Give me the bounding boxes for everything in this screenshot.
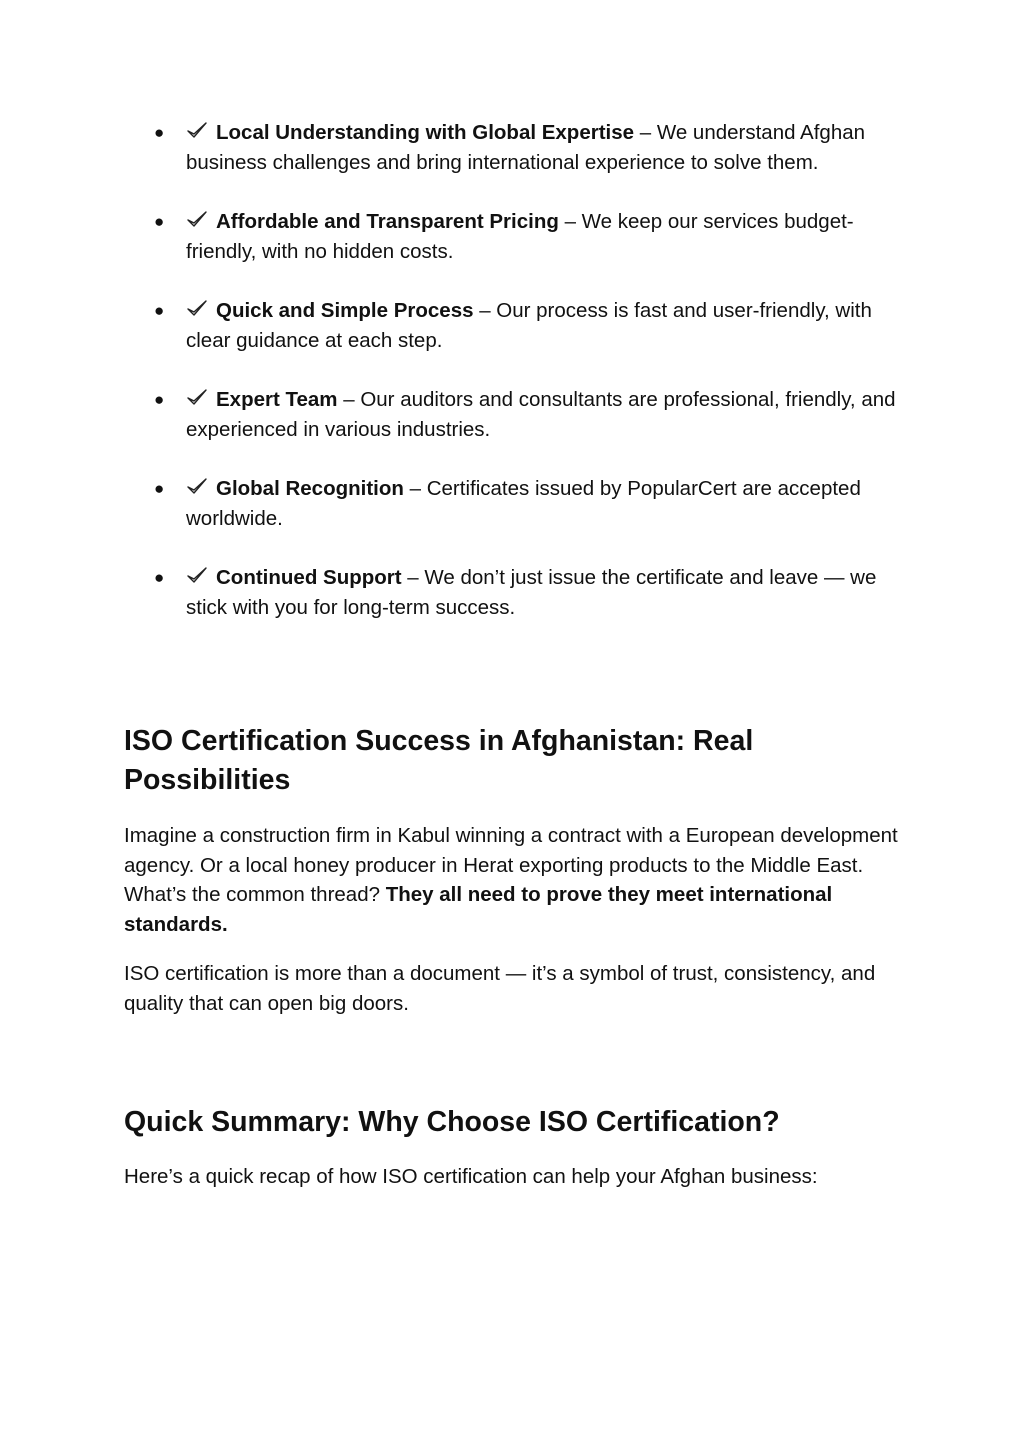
answer-text: They all need to prove they meet international standards. bbox=[124, 883, 833, 936]
check-mark-icon bbox=[186, 476, 208, 498]
feature-title: Quick and Simple Process bbox=[216, 299, 474, 322]
feature-title: Affordable and Transparent Pricing bbox=[216, 210, 559, 233]
bullet-icon: ● bbox=[154, 301, 165, 320]
check-mark-icon bbox=[186, 565, 208, 587]
summary-section bbox=[124, 1103, 904, 1192]
check-mark-icon bbox=[186, 120, 208, 142]
bullet-icon: ● bbox=[154, 123, 165, 142]
feature-title: Continued Support bbox=[216, 566, 402, 589]
feature-title: Local Understanding with Global Expertise bbox=[216, 121, 635, 144]
feature-text: – We understand Afghan business challenges and bring international experience to solve them. bbox=[186, 121, 866, 174]
bullet-icon: ● bbox=[154, 212, 165, 231]
section-heading: Quick Summary: Why Choose ISO Certification? bbox=[124, 1106, 780, 1138]
bullet-icon: ● bbox=[154, 390, 165, 409]
scenario-text: Imagine a construction firm in Kabul winning a contract with a European development agency. Or a local honey producer in Herat exporting products to the Middle East. bbox=[124, 824, 898, 877]
check-mark-icon bbox=[186, 298, 208, 320]
feature-title: Global Recognition bbox=[216, 477, 404, 500]
feature-text: – We don’t just issue the certificate and leave — we stick with you for long-term success. bbox=[186, 566, 877, 619]
feature-item bbox=[124, 207, 904, 266]
summary-intro: Here’s a quick recap of how ISO certification can help your Afghan business: bbox=[124, 1165, 818, 1188]
feature-item bbox=[124, 118, 904, 177]
feature-title: Expert Team bbox=[216, 388, 338, 411]
feature-item bbox=[124, 296, 904, 355]
trust-paragraph: ISO certification is more than a document — it’s a symbol of trust, consistency, and quality that can open big doors. bbox=[124, 962, 876, 1015]
feature-text: – We keep our services budget-friendly, with no hidden costs. bbox=[186, 210, 854, 263]
question-text: What’s the common thread? bbox=[124, 883, 386, 906]
feature-list bbox=[124, 118, 904, 622]
success-section bbox=[124, 722, 904, 1018]
feature-item bbox=[124, 385, 904, 444]
feature-text: – Our process is fast and user-friendly, with clear guidance at each step. bbox=[186, 299, 872, 352]
feature-text: – Certificates issued by PopularCert are accepted worldwide. bbox=[186, 477, 861, 530]
check-mark-icon bbox=[186, 209, 208, 231]
feature-item bbox=[124, 474, 904, 533]
bullet-icon: ● bbox=[154, 568, 165, 587]
success-paragraph bbox=[124, 821, 904, 939]
feature-text: – Our auditors and consultants are professional, friendly, and experienced in various industries. bbox=[186, 388, 896, 441]
feature-item bbox=[124, 563, 904, 622]
check-mark-icon bbox=[186, 387, 208, 409]
bullet-icon: ● bbox=[154, 479, 165, 498]
section-heading: ISO Certification Success in Afghanistan: Real Possibilities bbox=[124, 725, 754, 796]
